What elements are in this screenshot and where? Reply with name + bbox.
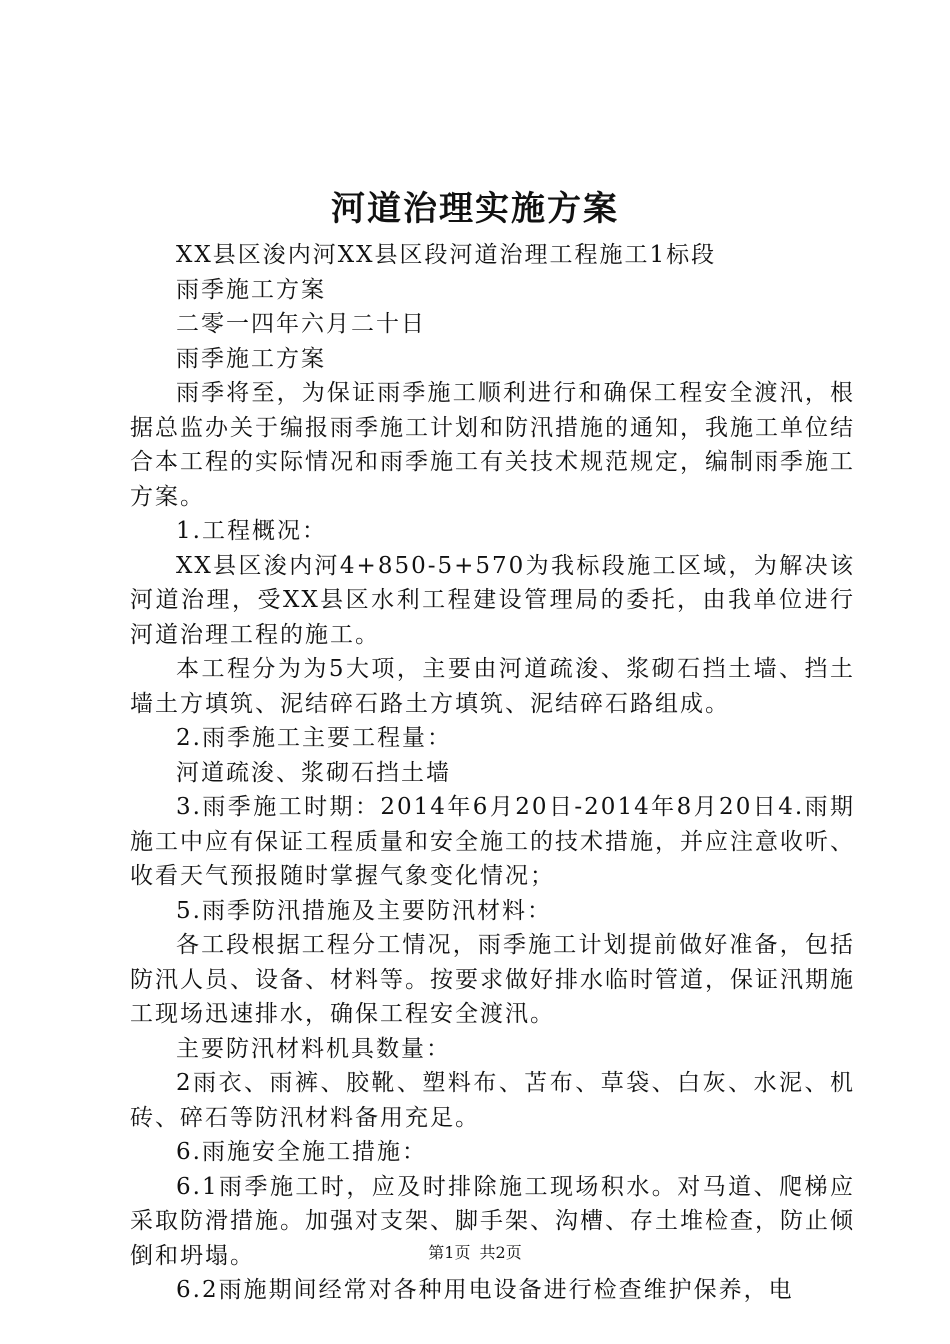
paragraph: 本工程分为为5大项，主要由河道疏浚、浆砌石挡土墙、挡土墙土方填筑、泥结碎石路土方填筑、泥结碎石路组成。 — [130, 656, 855, 717]
paragraph: 5.雨季防汛措施及主要防汛材料： — [176, 897, 552, 924]
paragraph: 各工段根据工程分工情况，雨季施工计划提前做好准备，包括防汛人员、设备、材料等。按要求做好排水临时管道，保证汛期施工现场迅速排水，确保工程安全渡汛。 — [130, 932, 855, 1027]
paragraph: XX县区浚内河4+850-5+570为我标段施工区域，为解决该河道治理，受XX县区水利工程建设管理局的委托，由我单位进行河道治理工程的施工。 — [130, 552, 855, 648]
paragraph: 3.雨季施工时期：2014年6月20日-2014年8月20日4.雨期施工中应有保证工程质量和安全施工的技术措施，并应注意收听、收看天气预报随时掌握气象变化情况； — [130, 794, 855, 889]
paragraph: XX县区浚内河XX县区段河道治理工程施工1标段 — [176, 242, 717, 268]
document-body — [130, 238, 855, 1308]
document-title: 河道治理实施方案 — [331, 189, 619, 229]
paragraph: 河道疏浚、浆砌石挡土墙 — [176, 759, 451, 786]
paragraph: 主要防汛材料机具数量： — [176, 1035, 451, 1062]
page-number: 第1页 — [428, 1243, 471, 1262]
page-footer — [0, 1241, 950, 1265]
paragraph: 6.1雨季施工时，应及时排除施工现场积水。对马道、爬梯应采取防滑措施。加强对支架、脚手架、沟槽、存土堆检查，防止倾倒和坍塌。 — [130, 1173, 855, 1269]
paragraph: 2雨衣、雨裤、胶靴、塑料布、苫布、草袋、白灰、水泥、机砖、碎石等防汛材料备用充足。 — [130, 1070, 855, 1131]
paragraph: 2.雨季施工主要工程量： — [176, 725, 452, 751]
paragraph: 6.2雨施期间经常对各种用电设备进行检查维护保养，电 — [176, 1277, 794, 1303]
paragraph: 雨季施工方案 — [176, 345, 326, 372]
paragraph: 1.工程概况： — [176, 518, 327, 544]
paragraph: 雨季将至，为保证雨季施工顺利进行和确保工程安全渡汛，根据总监办关于编报雨季施工计划和防汛措施的通知，我施工单位结合本工程的实际情况和雨季施工有关技术规范规定，编制雨季施工方案。 — [130, 380, 855, 510]
paragraph: 二零一四年六月二十日 — [176, 311, 426, 337]
paragraph: 雨季施工方案 — [176, 276, 326, 303]
page-total: 共2页 — [479, 1243, 522, 1262]
paragraph: 6.雨施安全施工措施： — [176, 1139, 427, 1165]
